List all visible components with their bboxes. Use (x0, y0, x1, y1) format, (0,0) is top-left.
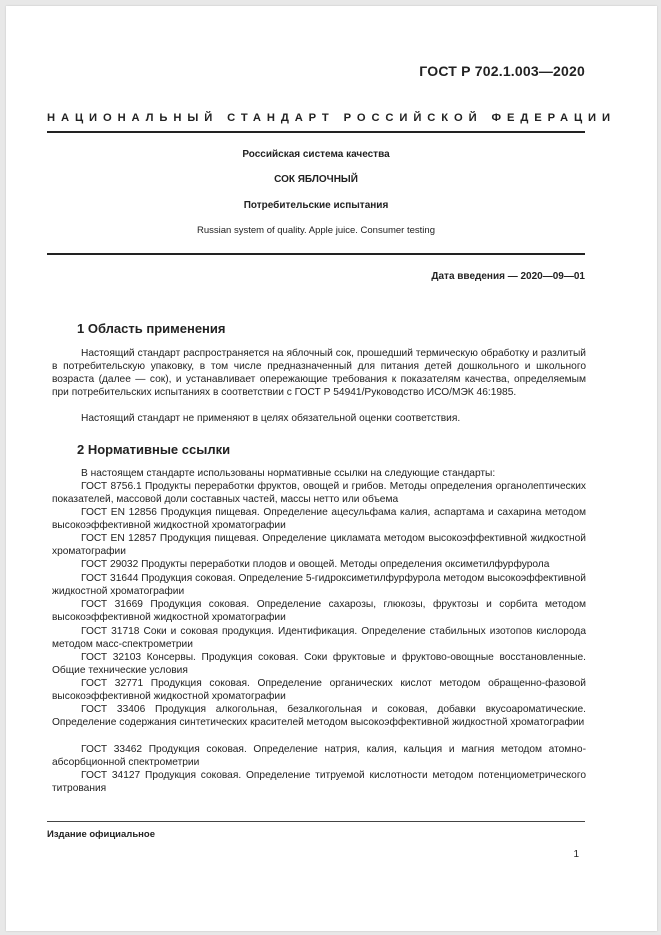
section-2-paragraph: В настоящем стандарте использованы нормативные ссылки на следующие стандарты: (81, 468, 496, 479)
reference-item: ГОСТ 31669 Продукция соковая. Определение сахарозы, глюкозы, фруктозы и сорбита методом высокоэффективной жидкостной хроматографии (52, 599, 586, 624)
reference-item: ГОСТ 31718 Соки и соковая продукция. Идентификация. Определение стабильных изотопов кислорода методом масс-спектрометрии (52, 626, 586, 651)
reference-item: ГОСТ 32103 Консервы. Продукция соковая. Соки фруктовые и фруктово-овощные восстановленные. Общие технические условия (52, 652, 586, 677)
banner-rule (47, 131, 585, 133)
reference-item: ГОСТ 8756.1 Продукты переработки фруктов, овощей и грибов. Методы определения органолептических показателей, массовой доли составных частей, массы нетто или объема (52, 481, 586, 506)
system-title: Российская система качества (242, 149, 390, 160)
reference-item: ГОСТ 31644 Продукция соковая. Определение 5-гидроксиметилфурфурола методом высокоэффективной жидкостной хроматографии (52, 573, 586, 598)
official-edition-label: Издание официальное (47, 829, 155, 840)
section-2-heading: 2 Нормативные ссылки (77, 442, 231, 457)
reference-item: ГОСТ 34127 Продукция соковая. Определение титруемой кислотности методом потенциометрического титрования (52, 770, 586, 795)
reference-item: ГОСТ EN 12856 Продукция пищевая. Определение ацесульфама калия, аспартама и сахарина методом высокоэффективной жидкостной хроматографии (52, 507, 586, 532)
footer-rule (47, 821, 585, 822)
document-page (6, 6, 657, 931)
reference-item: ГОСТ EN 12857 Продукция пищевая. Определение цикламата методом высокоэффективной жидкостной хроматографии (52, 533, 586, 558)
document-number: ГОСТ Р 702.1.003—2020 (419, 63, 585, 79)
english-title: Russian system of quality. Apple juice. Consumer testing (197, 225, 435, 236)
standard-banner: НАЦИОНАЛЬНЫЙ СТАНДАРТ РОССИЙСКОЙ ФЕДЕРАЦИИ (47, 112, 616, 124)
effective-date: Дата введения — 2020—09—01 (431, 271, 585, 282)
title-rule (47, 253, 585, 255)
reference-item: ГОСТ 29032 Продукты переработки плодов и овощей. Методы определения оксиметилфурфурола (81, 559, 550, 570)
page-number: 1 (573, 849, 579, 860)
subtitle: Потребительские испытания (243, 200, 389, 211)
reference-item: ГОСТ 33406 Продукция алкогольная, безалкогольная и соковая, добавки вкусоароматические. Определение содержания синтетических красителей методом высокоэффективной жидкостной хроматографии (52, 704, 586, 729)
section-1-paragraph: Настоящий стандарт не применяют в целях обязательной оценки соответствия. (81, 413, 461, 424)
section-1-heading: 1 Область применения (77, 321, 226, 336)
reference-item: ГОСТ 32771 Продукция соковая. Определение органических кислот методом обращенно-фазовой высокоэффективной жидкостной хроматографии (52, 678, 586, 703)
reference-item: ГОСТ 33462 Продукция соковая. Определение натрия, калия, кальция и магния методом атомно-абсорбционной спектрометрии (52, 744, 586, 769)
product-title: СОК ЯБЛОЧНЫЙ (274, 174, 358, 185)
section-1-paragraph: Настоящий стандарт распространяется на яблочный сок, прошедший термическую обработку и разлитый в потребительскую упаковку, в том числе предназначенный для питания детей дошкольного и школьного возраста (далее — сок), и устанавливает опережающие требования к показателям качества, определяемым при потребительских испытаниях в соответствии с ГОСТ Р 54941/Руководство ИСО/МЭК 46:1985. (52, 348, 586, 399)
